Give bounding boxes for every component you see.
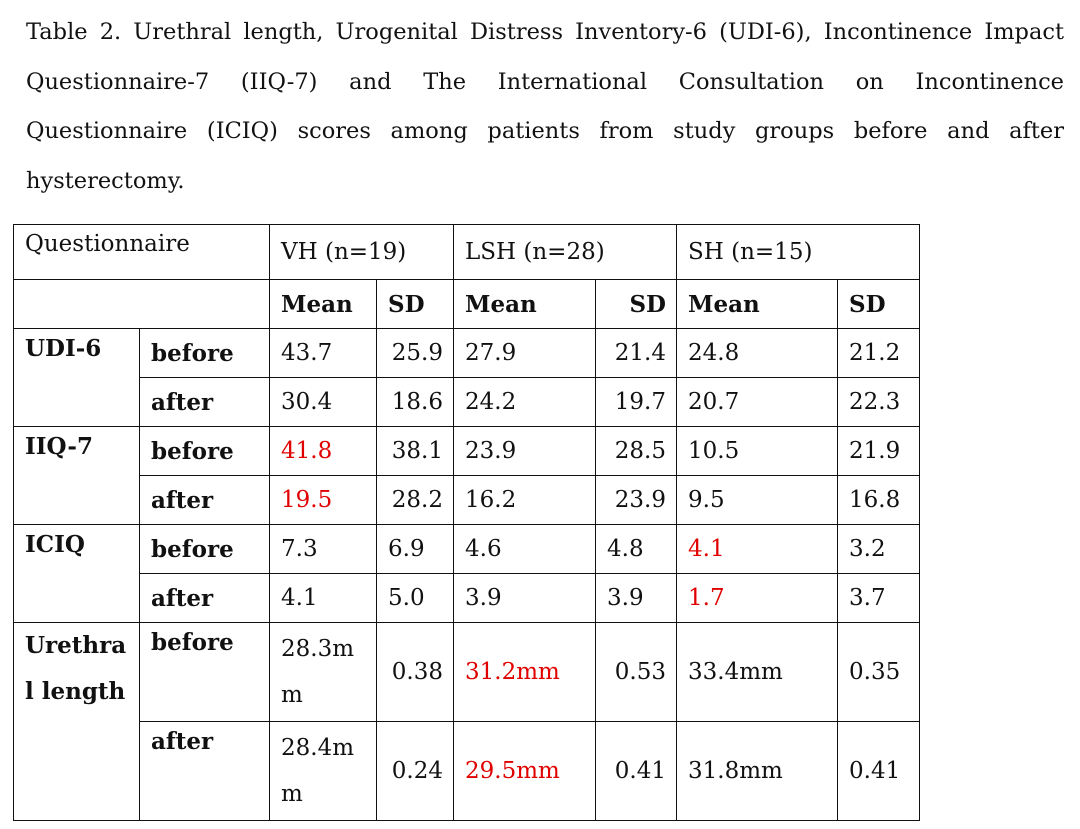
sh-sd-cell: 0.35 <box>838 623 920 722</box>
when-cell: after <box>140 476 270 525</box>
when-cell: before <box>140 329 270 378</box>
measure-urethral-length: Urethra l length <box>14 623 140 821</box>
header-group-sh: SH (n=15) <box>677 225 920 280</box>
sh-sd-cell: 22.3 <box>838 378 920 427</box>
header-sh-sd: SD <box>838 280 920 329</box>
table-row <box>14 623 920 722</box>
sh-mean-cell: 24.8 <box>677 329 838 378</box>
vh-sd-cell: 38.1 <box>377 427 454 476</box>
vh-mean-cell: 30.4 <box>270 378 377 427</box>
lsh-mean-cell: 4.6 <box>454 525 596 574</box>
table-caption: Table 2. Urethral length, Urogenital Distress Inventory-6 (UDI-6), Incontinence Impact Questionnaire-7 (IIQ-7) and The International Consultation on Incontinence Questionnaire (ICIQ) scores among patients from study groups before and after hysterectomy. <box>26 19 1064 194</box>
sh-sd-cell: 21.9 <box>838 427 920 476</box>
sh-mean-cell: 10.5 <box>677 427 838 476</box>
table-row <box>14 329 920 378</box>
sh-mean-cell: 20.7 <box>677 378 838 427</box>
sh-sd-cell: 0.41 <box>838 722 920 821</box>
sh-sd-cell: 3.2 <box>838 525 920 574</box>
when-cell: before <box>140 525 270 574</box>
sh-sd-cell: 3.7 <box>838 574 920 623</box>
sh-sd-cell: 21.2 <box>838 329 920 378</box>
measure-iiq7: IIQ-7 <box>14 427 140 525</box>
lsh-sd-cell: 0.53 <box>596 623 677 722</box>
header-row-groups <box>14 225 920 280</box>
header-row-stats <box>14 280 920 329</box>
vh-sd-cell: 25.9 <box>377 329 454 378</box>
vh-sd-cell: 5.0 <box>377 574 454 623</box>
lsh-mean-cell: 16.2 <box>454 476 596 525</box>
vh-mean-cell: 28.4m m <box>270 722 377 821</box>
header-lsh-sd: SD <box>596 280 677 329</box>
header-sh-mean: Mean <box>677 280 838 329</box>
sh-mean-cell: 4.1 <box>677 525 838 574</box>
lsh-mean-cell: 29.5mm <box>454 722 596 821</box>
vh-sd-cell: 18.6 <box>377 378 454 427</box>
lsh-sd-cell: 3.9 <box>596 574 677 623</box>
header-blank <box>14 280 270 329</box>
vh-sd-cell: 6.9 <box>377 525 454 574</box>
lsh-mean-cell: 3.9 <box>454 574 596 623</box>
header-group-vh: VH (n=19) <box>270 225 454 280</box>
lsh-sd-cell: 0.41 <box>596 722 677 821</box>
table-row <box>14 476 920 525</box>
when-cell: before <box>140 623 270 722</box>
sh-mean-cell: 31.8mm <box>677 722 838 821</box>
sh-sd-cell: 16.8 <box>838 476 920 525</box>
sh-mean-cell: 33.4mm <box>677 623 838 722</box>
header-questionnaire: Questionnaire <box>14 225 270 280</box>
header-lsh-mean: Mean <box>454 280 596 329</box>
when-cell: after <box>140 378 270 427</box>
when-cell: before <box>140 427 270 476</box>
lsh-sd-cell: 23.9 <box>596 476 677 525</box>
results-table <box>13 224 920 821</box>
lsh-mean-cell: 24.2 <box>454 378 596 427</box>
vh-mean-cell: 41.8 <box>270 427 377 476</box>
lsh-sd-cell: 4.8 <box>596 525 677 574</box>
sh-mean-cell: 9.5 <box>677 476 838 525</box>
table-row <box>14 427 920 476</box>
lsh-sd-cell: 28.5 <box>596 427 677 476</box>
vh-mean-cell: 28.3m m <box>270 623 377 722</box>
header-vh-sd: SD <box>377 280 454 329</box>
lsh-mean-cell: 27.9 <box>454 329 596 378</box>
sh-mean-cell: 1.7 <box>677 574 838 623</box>
vh-mean-cell: 7.3 <box>270 525 377 574</box>
header-vh-mean: Mean <box>270 280 377 329</box>
vh-mean-cell: 19.5 <box>270 476 377 525</box>
table-row <box>14 574 920 623</box>
when-cell: after <box>140 722 270 821</box>
measure-udi6: UDI-6 <box>14 329 140 427</box>
vh-sd-cell: 0.24 <box>377 722 454 821</box>
header-group-lsh: LSH (n=28) <box>454 225 677 280</box>
when-cell: after <box>140 574 270 623</box>
vh-mean-cell: 4.1 <box>270 574 377 623</box>
lsh-sd-cell: 21.4 <box>596 329 677 378</box>
lsh-sd-cell: 19.7 <box>596 378 677 427</box>
lsh-mean-cell: 23.9 <box>454 427 596 476</box>
table-row <box>14 722 920 821</box>
table-row <box>14 525 920 574</box>
lsh-mean-cell: 31.2mm <box>454 623 596 722</box>
vh-mean-cell: 43.7 <box>270 329 377 378</box>
table-row <box>14 378 920 427</box>
vh-sd-cell: 28.2 <box>377 476 454 525</box>
measure-iciq: ICIQ <box>14 525 140 623</box>
vh-sd-cell: 0.38 <box>377 623 454 722</box>
